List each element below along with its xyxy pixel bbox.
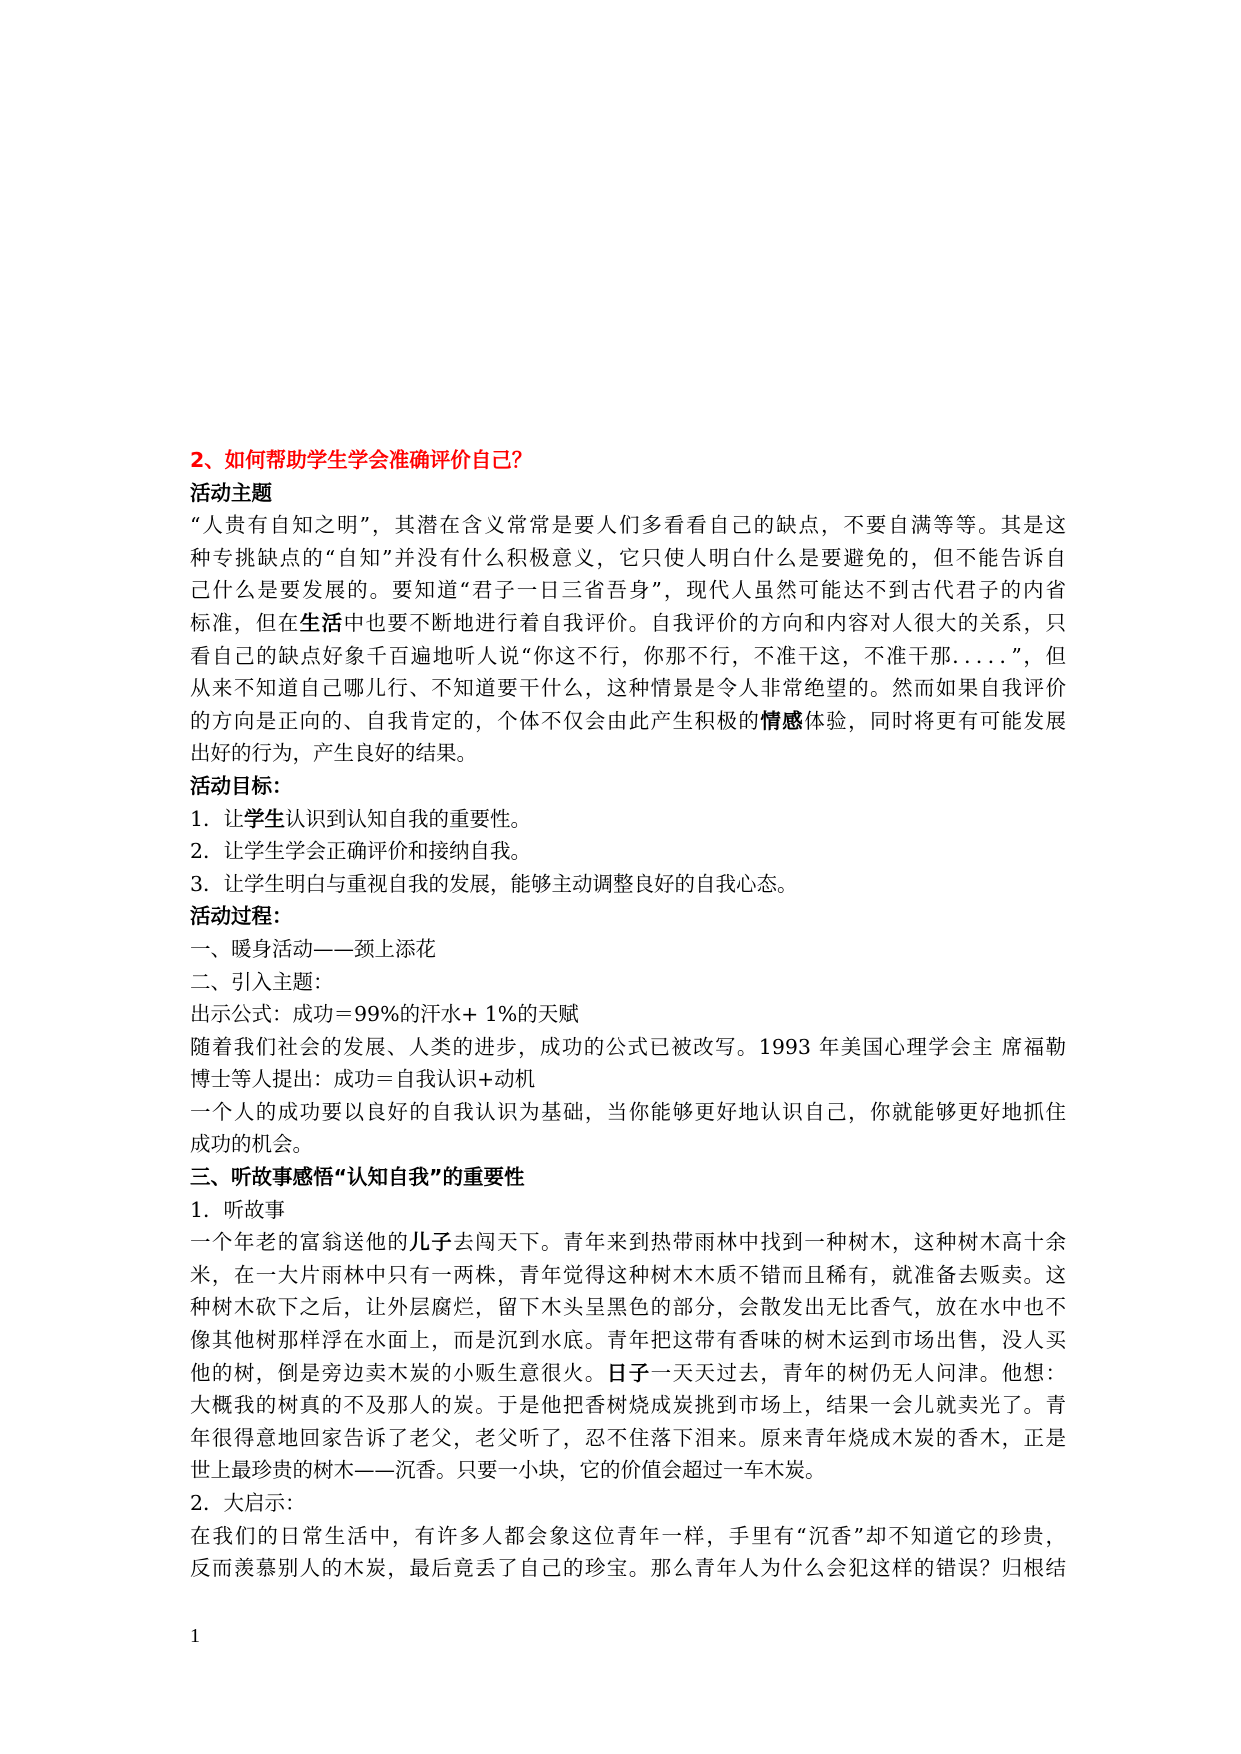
theme-line: 出好的行为，产生良好的结果。 — [190, 741, 477, 766]
text-segment: 一个年老的富翁送他的 — [190, 1230, 410, 1255]
story-heading: 三、听故事感悟“认知自我”的重要性 — [190, 1165, 525, 1190]
story-line: 世上最珍贵的树木——沉香。只要一小块，它的价值会超过一车木炭。 — [190, 1458, 826, 1483]
page-number: 1 — [190, 1625, 200, 1647]
keyword-link[interactable]: 生活 — [299, 610, 344, 635]
text-segment: 的方向是正向的、自我肯定的，个体不仅会由此产生积极的 — [190, 708, 761, 733]
text-segment: 一天天过去，青年的树仍无人问津。他想： — [650, 1360, 1067, 1385]
goal-item: 2．让学生学会正确评价和接纳自我。 — [190, 839, 532, 864]
text-segment: 他的树，倒是旁边卖木炭的小贩生意很火。 — [190, 1360, 607, 1385]
text-segment: 认识到认知自我的重要性。 — [285, 806, 532, 831]
keyword-link[interactable]: 儿子 — [409, 1230, 454, 1255]
story-line — [190, 1226, 1066, 1259]
text-segment: 体验，同时将更有可能发展 — [804, 708, 1067, 733]
theme-line — [190, 705, 1066, 738]
process-line: 一个人的成功要以良好的自我认识为基础，当你能够更好地认识自己，你就能够更好地抓住 — [190, 1099, 1066, 1124]
keyword-link[interactable]: 情感 — [760, 708, 805, 733]
theme-line: “人贵有自知之明”，其潜在含义常常是要人们多看看自己的缺点，不要自满等等。其是这 — [190, 513, 1066, 538]
story-line: 年很得意地回家告诉了老父，老父听了，忍不住落下泪来。原来青年烧成木炭的香木，正是 — [190, 1425, 1066, 1450]
story-subheading: 1．听故事 — [190, 1197, 286, 1222]
keyword-link[interactable]: 日子 — [606, 1360, 651, 1385]
section-title: 2、如何帮助学生学会准确评价自己？ — [190, 448, 533, 472]
story-line: 米，在一大片雨林中只有一两株，青年觉得这种树木木质不错而且稀有，就准备去贩卖。这 — [190, 1262, 1066, 1287]
goals-heading: 活动目标： — [190, 773, 293, 798]
process-line: 博士等人提出：成功＝自我认识+动机 — [190, 1067, 536, 1092]
theme-line: 己什么是要发展的。要知道“君子一日三省吾身”，现代人虽然可能达不到古代君子的内省 — [190, 578, 1066, 603]
theme-line — [190, 607, 1066, 640]
goal-item — [190, 803, 1066, 836]
text-segment: 标准，但在 — [190, 610, 300, 635]
process-line: 一、暖身活动——颈上添花 — [190, 936, 436, 961]
text-segment: 去闯天下。青年来到热带雨林中找到一种树木，这种树木高十余 — [453, 1230, 1067, 1255]
story-line: 在我们的日常生活中，有许多人都会象这位青年一样，手里有“沉香”却不知道它的珍贵， — [190, 1523, 1066, 1548]
story-line: 反而羡慕别人的木炭，最后竟丢了自己的珍宝。那么青年人为什么会犯这样的错误？归根结 — [190, 1556, 1066, 1581]
story-line: 种树木砍下之后，让外层腐烂，留下木头呈黑色的部分，会散发出无比香气，放在水中也不 — [190, 1295, 1066, 1320]
process-line: 出示公式：成功＝99%的汗水+ 1%的天赋 — [190, 1002, 579, 1027]
theme-heading: 活动主题 — [190, 480, 272, 505]
process-heading: 活动过程： — [190, 904, 293, 929]
story-line: 大概我的树真的不及那人的炭。于是他把香树烧成炭挑到市场上，结果一会儿就卖光了。青 — [190, 1393, 1066, 1418]
text-segment: 1．让 — [190, 806, 245, 831]
process-line: 成功的机会。 — [190, 1132, 313, 1157]
process-line: 二、引入主题： — [190, 969, 334, 994]
keyword-link[interactable]: 学生 — [244, 806, 286, 831]
document-body — [190, 444, 1066, 1585]
story-line — [190, 1357, 1066, 1390]
theme-line: 从来不知道自己哪儿行、不知道要干什么，这种情景是令人非常绝望的。然而如果自我评价 — [190, 676, 1066, 701]
text-segment: 中也要不断地进行着自我评价。自我评价的方向和内容对人很大的关系，只 — [343, 610, 1067, 635]
theme-line: 看自己的缺点好象千百遍地听人说“你这不行，你那不行，不准干这，不准干那．．．．．”，但 — [190, 643, 1066, 668]
process-line: 随着我们社会的发展、人类的进步，成功的公式已被改写。1993 年美国心理学会主 席福勒 — [190, 1034, 1066, 1059]
theme-line: 种专挑缺点的“自知”并没有什么积极意义，它只使人明白什么是要避免的，但不能告诉自 — [190, 545, 1066, 570]
story-subheading: 2．大启示： — [190, 1491, 306, 1515]
story-line: 像其他树那样浮在水面上，而是沉到水底。青年把这带有香味的树木运到市场出售，没人买 — [190, 1328, 1066, 1353]
goal-item: 3．让学生明白与重视自我的发展，能够主动调整良好的自我心态。 — [190, 871, 798, 896]
